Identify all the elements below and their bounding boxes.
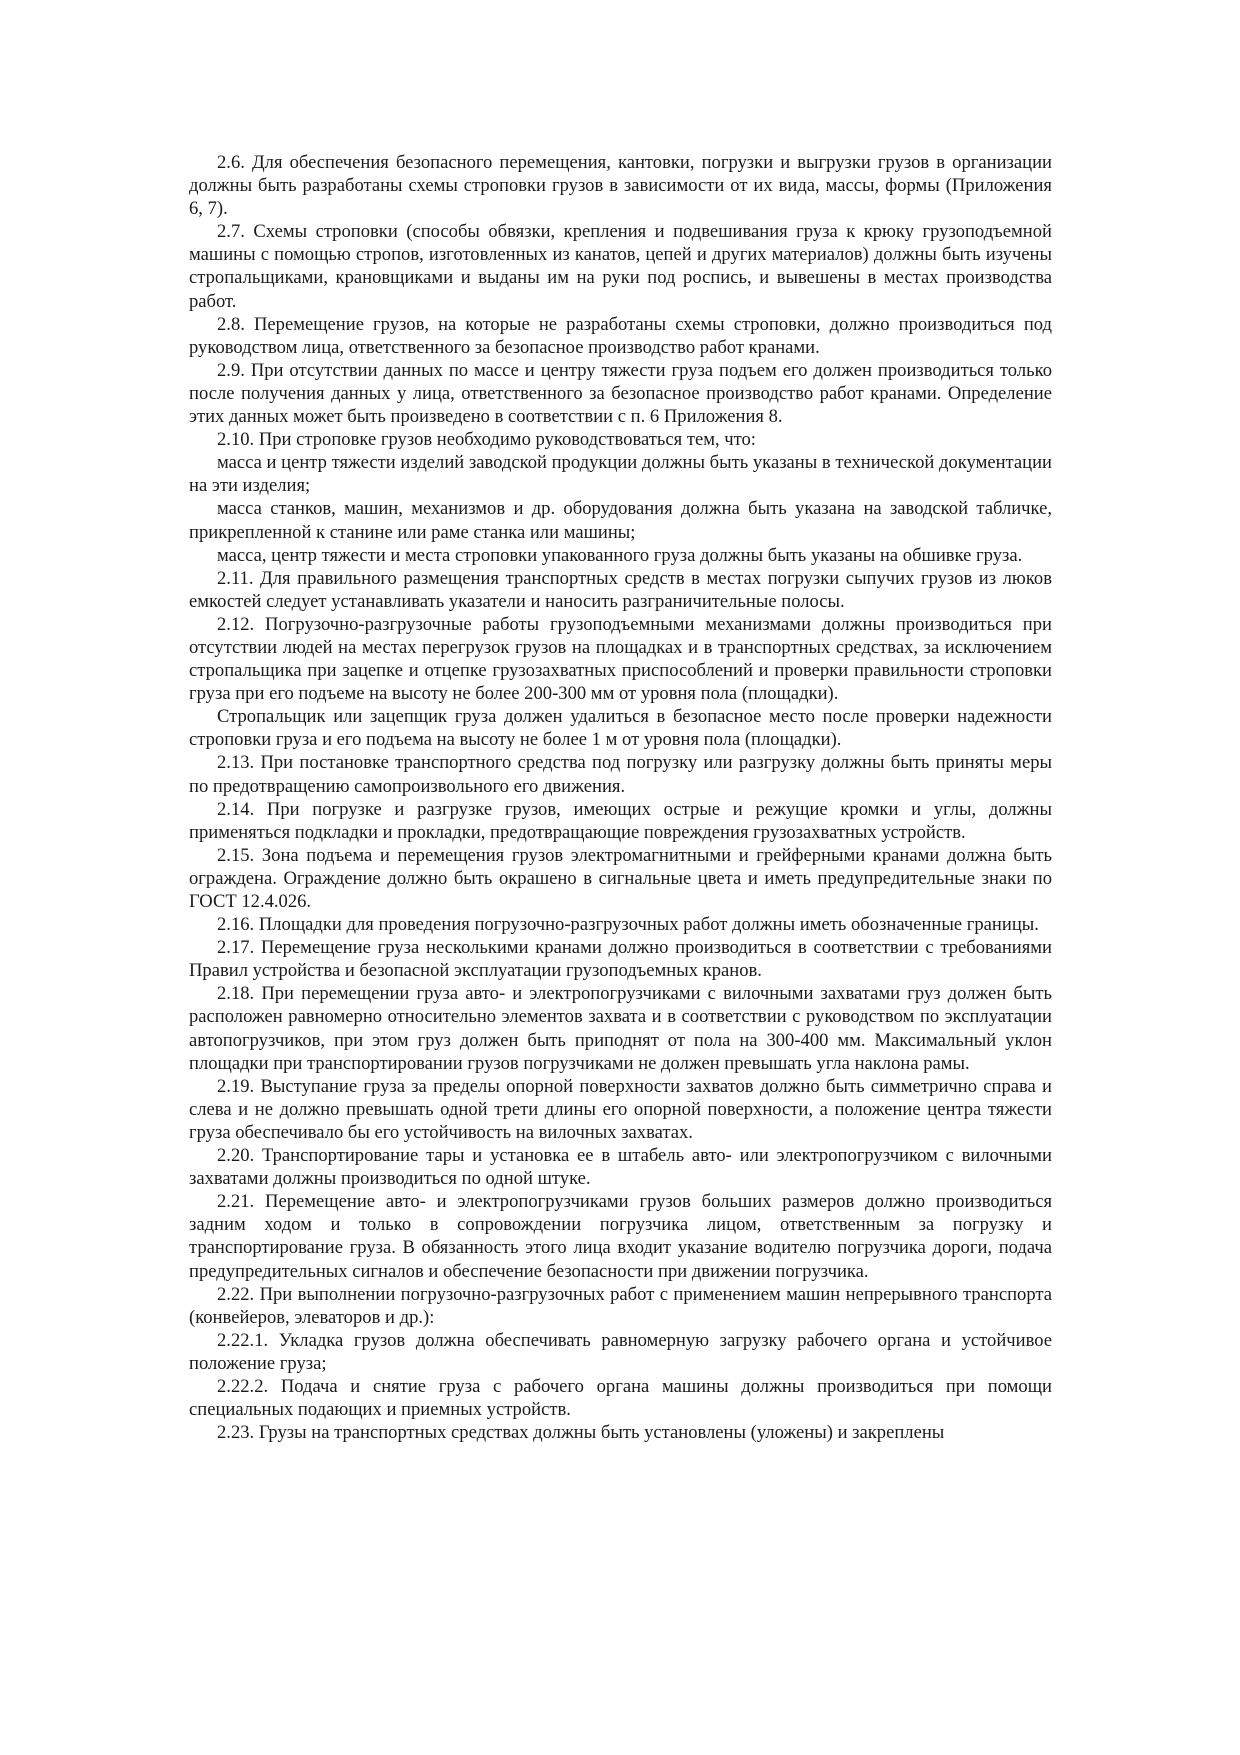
paragraph-2-9: 2.9. При отсутствии данных по массе и центру тяжести груза подъем его должен производиться только после получения данных у лица, ответственного за безопасное производство работ кранами. Определение этих данных может быть произведено в соответствии с п. 6 Приложения 8. [189,359,1052,428]
paragraph-2-12: 2.12. Погрузочно-разгрузочные работы грузоподъемными механизмами должны производиться при отсутствии людей на местах перегрузок грузов на площадках и в транспортных средствах, за исключением стропальщика при зацепке и отцепке грузозахватных приспособлений и проверки правильности строповки груза при его подъеме на высоту не более 200-300 мм от уровня пола (площадки). [189,613,1052,705]
paragraph-2-19: 2.19. Выступание груза за пределы опорной поверхности захватов должно быть симметрично справа и слева и не должно превышать одной трети длины его опорной поверхности, а положение центра тяжести груза обеспечивало бы его устойчивость на вилочных захватах. [189,1075,1052,1143]
document-page [189,151,1052,1444]
paragraph-2-23: 2.23. Грузы на транспортных средствах должны быть установлены (уложены) и закреплены [217,1422,945,1444]
paragraph-2-18: 2.18. При перемещении груза авто- и электропогрузчиками с вилочными захватами груз должен быть расположен равномерно относительно элементов захвата и в соответствии с руководством по эксплуатации автопогрузчиков, при этом груз должен быть приподнят от пола на 300-400 мм. Максимальный уклон площадки при транспортировании грузов погрузчиками не должен превышать угла наклона рамы. [189,983,1052,1074]
paragraph-2-22-2: 2.22.2. Подача и снятие груза с рабочего органа машины должны производиться при помощи специальных подающих и приемных устройств. [189,1375,1052,1421]
paragraph-2-14: 2.14. При погрузке и разгрузке грузов, имеющих острые и режущие кромки и углы, должны применяться подкладки и прокладки, предотвращающие повреждения грузозахватных устройств. [189,798,1052,843]
paragraph-2-16: 2.16. Площадки для проведения погрузочно-разгрузочных работ должны иметь обозначенные границы. [217,914,1039,936]
paragraph-2-22: 2.22. При выполнении погрузочно-разгрузочных работ с применением машин непрерывного транспорта (конвейеров, элеваторов и др.): [189,1283,1052,1328]
paragraph-2-7: 2.7. Схемы строповки (способы обвязки, крепления и подвешивания груза к крюку грузоподъемной машины с помощью стропов, изготовленных из канатов, цепей и других материалов) должны быть изучены стропальщиками, крановщиками и выданы им на руки под роспись, и вывешены в местах производства работ. [189,221,1052,312]
paragraph-2-13: 2.13. При постановке транспортного средства под погрузку или разгрузку должны быть приняты меры по предотвращению самопроизвольного его движения. [189,752,1052,797]
paragraph-2-8: 2.8. Перемещение грузов, на которые не разработаны схемы строповки, должно производиться под руководством лица, ответственного за безопасное производство работ кранами. [189,313,1052,358]
paragraph-2-11: 2.11. Для правильного размещения транспортных средств в местах погрузки сыпучих грузов из люков емкостей следует устанавливать указатели и наносить разграничительные полосы. [189,567,1052,612]
paragraph-2-17: 2.17. Перемещение груза несколькими кранами должно производиться в соответствии с требованиями Правил устройства и безопасной эксплуатации грузоподъемных кранов. [189,937,1052,982]
paragraph-2-22-1: 2.22.1. Укладка грузов должна обеспечивать равномерную загрузку рабочего органа и устойчивое положение груза; [189,1329,1052,1374]
paragraph-2-10-item-2: масса станков, машин, механизмов и др. оборудования должна быть указана на заводской табличке, прикрепленной к станине или раме станка или машины; [189,498,1052,543]
paragraph-2-20: 2.20. Транспортирование тары и установка ее в штабель авто- или электропогрузчиком с вилочными захватами должны производиться по одной штуке. [189,1145,1052,1190]
paragraph-2-10: 2.10. При строповке грузов необходимо руководствоваться тем, что: [217,429,756,451]
paragraph-2-12-note: Стропальщик или зацепщик груза должен удалиться в безопасное место после проверки надежности строповки груза и его подъема на высоту не более 1 м от уровня пола (площадки). [189,706,1052,751]
paragraph-2-10-item-3: масса, центр тяжести и места строповки упакованного груза должны быть указаны на обшивке груза. [217,544,1023,566]
paragraph-2-10-item-1: масса и центр тяжести изделий заводской продукции должны быть указаны в технической документации на эти изделия; [189,452,1052,497]
paragraph-2-6: 2.6. Для обеспечения безопасного перемещения, кантовки, погрузки и выгрузки грузов в организации должны быть разработаны схемы строповки грузов в зависимости от их вида, массы, формы (Приложения 6, 7). [189,152,1052,220]
paragraph-2-15: 2.15. Зона подъема и перемещения грузов электромагнитными и грейферными кранами должна быть ограждена. Ограждение должно быть окрашено в сигнальные цвета и иметь предупредительные знаки по ГОСТ 12.4.026. [189,844,1052,912]
paragraph-2-21: 2.21. Перемещение авто- и электропогрузчиками грузов больших размеров должно производиться задним ходом и только в сопровождении погрузчика лицом, ответственным за погрузку и транспортирование груза. В обязанность этого лица входит указание водителю погрузчика дороги, подача предупредительных сигналов и обеспечение безопасности при движении погрузчика. [189,1191,1052,1282]
